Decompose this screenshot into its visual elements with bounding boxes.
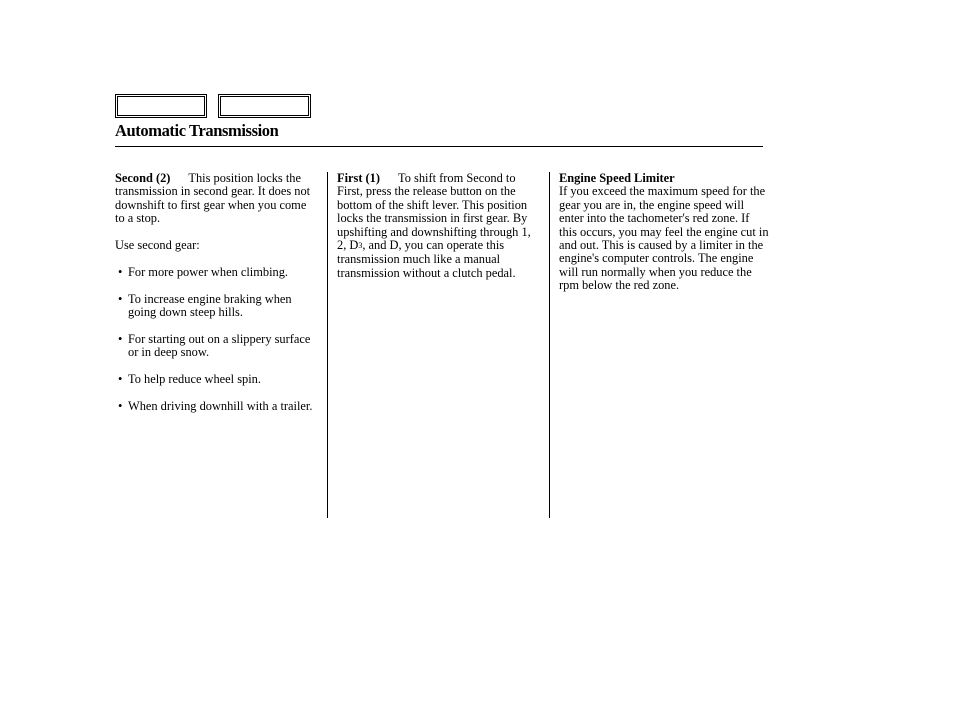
column-second-gear	[115, 172, 315, 427]
next-page-button[interactable]	[218, 94, 311, 118]
list-item: • To increase engine braking when going down steep hills.	[115, 293, 315, 320]
column-divider	[549, 172, 550, 518]
engine-speed-limiter-text: If you exceed the maximum speed for the gear you are in, the engine speed will enter into the tachometer's red zone. If this occurs, you may feel the engine cut in and out. This is caused by a limiter in the engine's computer controls. The engine will run normally when you reduce the rpm below the red zone.	[559, 184, 769, 293]
d3-subscript: 3	[358, 241, 363, 251]
engine-speed-limiter-heading: Engine Speed Limiter	[559, 171, 675, 185]
second-gear-bullet-list	[115, 266, 315, 413]
list-item: • To help reduce wheel spin.	[115, 373, 315, 386]
second-gear-heading: Second (2)	[115, 171, 171, 185]
column-engine-speed-limiter	[559, 172, 769, 293]
page-title: Automatic Transmission	[115, 121, 279, 140]
column-divider	[327, 172, 328, 518]
list-item: • For more power when climbing.	[115, 266, 315, 279]
first-gear-text-a: To shift from Second to First, press the release button on the bottom of the shift lever. This position locks the transmission in first gear. By upshifting and downshifting through 1, 2, D	[337, 171, 531, 253]
title-divider	[115, 146, 763, 147]
first-gear-text-b: , and D, you can operate this transmission much like a manual transmission without a clutch pedal.	[337, 238, 516, 280]
column-first-gear	[337, 172, 543, 280]
use-second-gear-label: Use second gear:	[115, 238, 200, 253]
first-gear-paragraph	[337, 172, 543, 280]
list-item: • For starting out on a slippery surface or in deep snow.	[115, 333, 315, 360]
list-item: • When driving downhill with a trailer.	[115, 400, 315, 413]
prev-page-button[interactable]	[115, 94, 207, 118]
second-gear-intro: This position locks the transmission in second gear. It does not downshift to first gear when you come to a stop.	[115, 171, 311, 226]
first-gear-heading: First (1)	[337, 171, 381, 185]
second-gear-paragraph	[115, 172, 315, 226]
